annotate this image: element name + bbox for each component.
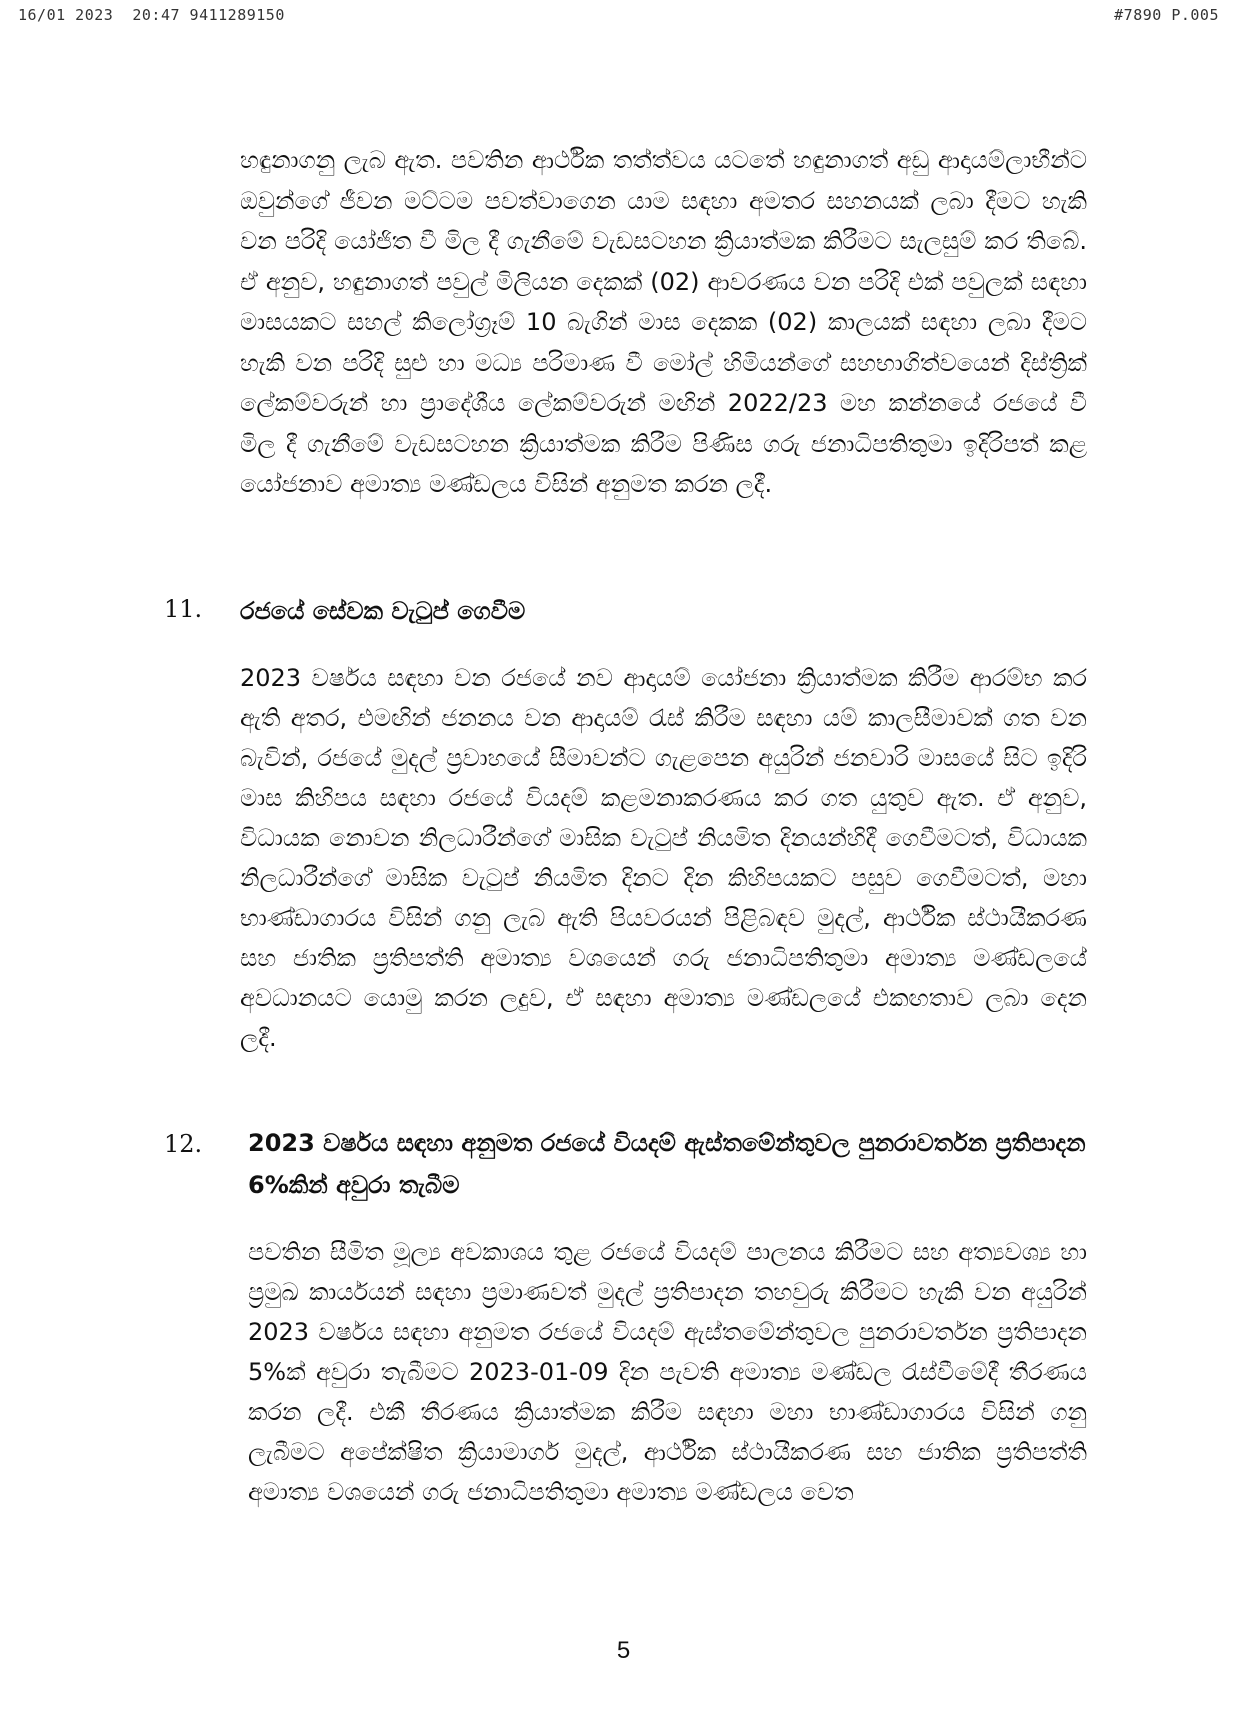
page-number: 5 bbox=[616, 1637, 631, 1664]
intro-paragraph: හඳුනාගනු ලැබ ඇත. පවතින ආර්ථික තත්ත්වය යටතේ හඳුනාගත් අඩු ආදායම්ලාභීන්ට ඔවුන්ගේ ජීවන මට්ටම පවත්වාගෙන යාම සඳහා අමතර සහනයක් ලබා දීමට හැකි වන පරිදි යෝජිත වී මිල දී ගැනීමේ වැඩසටහන ක්‍රියාත්මක කිරීමට සැලසුම් කර තිබේ. ඒ අනුව, හඳුනාගත් පවුල් මිලියන දෙකක් (02) ආවරණය වන පරිදි එක් පවුලක් සඳහා මාසයකට සහල් කිලෝග්‍රෑම් 10 බැගින් මාස දෙකක (02) කාලයක් සඳහා ලබා දීමට හැකි වන පරිදි සුළු හා මධ්‍ය පරිමාණ වී මෝල් හිමියන්ගේ සහභාගිත්වයෙන් දිස්ත්‍රික් ලේකම්වරුන් හා ප්‍රාදේශීය ලේකම්වරුන් මඟින් 2022/23 මහ කන්නයේ රජයේ වී මිල දී ගැනීමේ වැඩසටහන ක්‍රියාත්මක කිරීම පිණිස ගරු ජනාධිපතිතුමා ඉදිරිපත් කළ යෝජනාව අමාත්‍ය මණ්ඩලය විසින් අනුමත කරන ලදී. bbox=[240, 146, 1087, 498]
section-11-title: රජයේ සේවක වැටුප් ගෙවීම bbox=[240, 597, 526, 625]
section-12-number: 12. bbox=[164, 1130, 203, 1158]
section-12-title: 2023 වර්ෂය සඳහා අනුමත රජයේ වියදම් ඇස්තමේන්තුවල පුනරාවර්තන ප්‍රතිපාදන 6%කින් අවුරා තැබීම bbox=[248, 1129, 1086, 1199]
fax-transmission-header bbox=[18, 6, 1219, 30]
fax-date-time-number: 16/01 2023 20:47 9411289150 bbox=[18, 6, 285, 24]
section-11-number: 11. bbox=[164, 595, 203, 623]
section-12-paragraph: පවතින සීමිත මූල්‍ය අවකාශය තුළ රජයේ වියදම් පාලනය කිරීමට සහ අත්‍යවශ්‍ය හා ප්‍රමුඛ කාර්යයන් සඳහා ප්‍රමාණවත් මුදල් ප්‍රතිපාදන තහවුරු කිරීමට හැකි වන අයුරින් 2023 වර්ෂය සඳහා අනුමත රජයේ වියදම් ඇස්තමේන්තුවල පුනරාවර්තන ප්‍රතිපාදන 5%ක් අවුරා තැබීමට 2023-01-09 දින පැවති අමාත්‍ය මණ්ඩල රැස්වීමේදී තීරණය කරන ලදී. එකී තීරණය ක්‍රියාත්මක කිරීම සඳහා මහා භාණ්ඩාගාරය විසින් ගනු ලැබීමට අපේක්ෂිත ක්‍රියාමාර්ග මුදල්, ආර්ථික ස්ථායීකරණ සහ ජාතික ප්‍රතිපත්ති අමාත්‍ය වශයෙන් ගරු ජනාධිපතිතුමා අමාත්‍ය මණ්ඩලය වෙත bbox=[248, 1238, 1087, 1506]
section-11-paragraph: 2023 වර්ෂය සඳහා වන රජයේ නව ආදායම් යෝජනා ක්‍රියාත්මක කිරීම ආරම්භ කර ඇති අතර, එමඟින් ජනනය වන ආදායම් රැස් කිරීම සඳහා යම් කාලසීමාවක් ගත වන බැවින්, රජයේ මුදල් ප්‍රවාහයේ සීමාවන්ට ගැළපෙන අයුරින් ජනවාරි මාසයේ සිට ඉදිරි මාස කිහිපය සඳහා රජයේ වියදම් කළමනාකරණය කර ගත යුතුව ඇත. ඒ අනුව, විධායක නොවන නිලධාරීන්ගේ මාසික වැටුප් නියමිත දිනයන්හිදී ගෙවීමටත්, විධායක නිලධාරීන්ගේ මාසික වැටුප් නියමිත දිනට දින කිහිපයකට පසුව ගෙවීමටත්, මහා භාණ්ඩාගාරය විසින් ගනු ලැබ ඇති පියවරයන් පිළිබඳව මුදල්, ආර්ථික ස්ථායීකරණ සහ ජාතික ප්‍රතිපත්ති අමාත්‍ය වශයෙන් ගරු ජනාධිපතිතුමා අමාත්‍ය මණ්ඩලයේ අවධානයට යොමු කරන ලදුව, ඒ සඳහා අමාත්‍ය මණ්ඩලයේ එකඟතාව ලබා දෙන ලදී. bbox=[240, 664, 1087, 1052]
fax-page-reference: #7890 P.005 bbox=[1114, 6, 1219, 24]
